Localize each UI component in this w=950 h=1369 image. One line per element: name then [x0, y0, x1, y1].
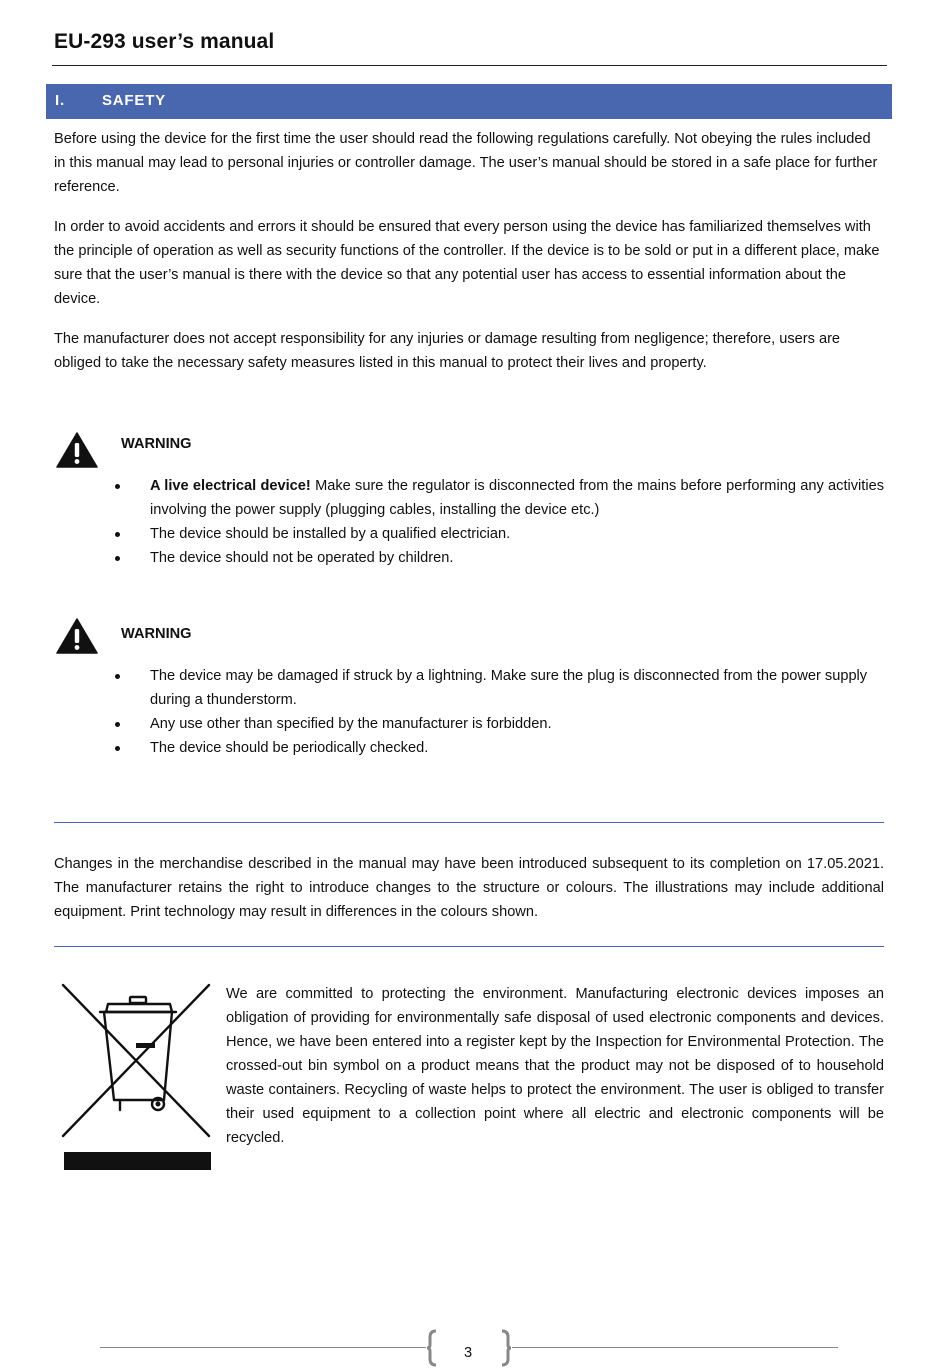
- warning-triangle-icon: [56, 618, 98, 654]
- bullet-icon: [115, 532, 120, 537]
- list-item: [150, 712, 884, 736]
- title-underline: [52, 65, 887, 66]
- intro-paragraph-2: In order to avoid accidents and errors it should be ensured that every person using the device has familiarized themselves with the principle of operation as well as security functions of the controller. If the device is to be sold or put in a different place, make sure that the user’s manual is there with the device so that any potential user has access to essential information about the device.: [54, 219, 880, 307]
- bullet-icon: [115, 746, 120, 751]
- list-item: [150, 522, 884, 546]
- list-item-text: Any use other than specified by the manufacturer is forbidden.: [150, 716, 552, 732]
- section-title: SAFETY: [102, 92, 166, 109]
- footer-bracket-right-icon: [500, 1329, 512, 1367]
- list-item-bold: A live electrical device!: [150, 478, 311, 494]
- warning-list-1: [150, 474, 884, 570]
- warning-list-2: [150, 664, 884, 760]
- bullet-icon: [115, 556, 120, 561]
- intro-paragraph-1: Before using the device for the first time the user should read the following regulations carefully. Not obeying the rules included in this manual may lead to personal injuries or controller damage. The user’s manual should be stored in a safe place for further reference.: [54, 131, 878, 195]
- warning-label: WARNING: [121, 626, 192, 642]
- divider: [54, 946, 884, 947]
- list-item-text: The device should not be operated by children.: [150, 550, 454, 566]
- crossed-out-bin-icon: [60, 982, 212, 1172]
- intro-paragraph-3: The manufacturer does not accept responsibility for any injuries or damage resulting from negligence; therefore, users are obliged to take the necessary safety measures listed in this manual to protect their lives and property.: [54, 331, 841, 371]
- document-title: EU-293 user’s manual: [54, 30, 275, 53]
- page-number: 3: [463, 1345, 473, 1361]
- list-item: [150, 474, 884, 522]
- warning-triangle-icon: [56, 432, 98, 468]
- bullet-icon: [115, 484, 120, 489]
- changes-notice: Changes in the merchandise described in the manual may have been introduced subsequent to its completion on 17.05.2021. The manufacturer retains the right to introduce changes to the structure or colours. The illustrations may include additional equipment. Print technology may result in differences in the colours shown.: [54, 856, 884, 920]
- footer-line-left: [100, 1347, 426, 1348]
- list-item: [150, 736, 884, 760]
- divider: [54, 822, 884, 823]
- list-item-text: The device may be damaged if struck by a lightning. Make sure the plug is disconnected from the power supply during a thunderstorm.: [150, 668, 868, 708]
- list-item-text: The device should be periodically checked.: [150, 740, 429, 756]
- list-item: [150, 664, 884, 712]
- environment-statement: We are committed to protecting the environment. Manufacturing electronic devices imposes an obligation of providing for environmentally safe disposal of used electronic components and devices. Hence, we have been entered into a register kept by the Inspection for Environmental Protection. The crossed-out bin symbol on a product means that the product may not be disposed of to household waste containers. Recycling of waste helps to protect the environment. The user is obliged to transfer their used equipment to a collection point where all electric and electronic components will be recycled.: [226, 986, 884, 1146]
- warning-label: WARNING: [121, 436, 192, 452]
- bullet-icon: [115, 722, 120, 727]
- list-item: [150, 546, 884, 570]
- footer-bracket-left-icon: [426, 1329, 438, 1367]
- bullet-icon: [115, 674, 120, 679]
- section-number: I.: [55, 92, 65, 109]
- list-item-text: Make sure the regulator is disconnected from the mains before performing any activities involving the power supply (plugging cables, installing the device etc.): [150, 478, 884, 518]
- list-item-text: The device should be installed by a qualified electrician.: [150, 526, 511, 542]
- section-header: [46, 84, 892, 119]
- footer-line-right: [512, 1347, 838, 1348]
